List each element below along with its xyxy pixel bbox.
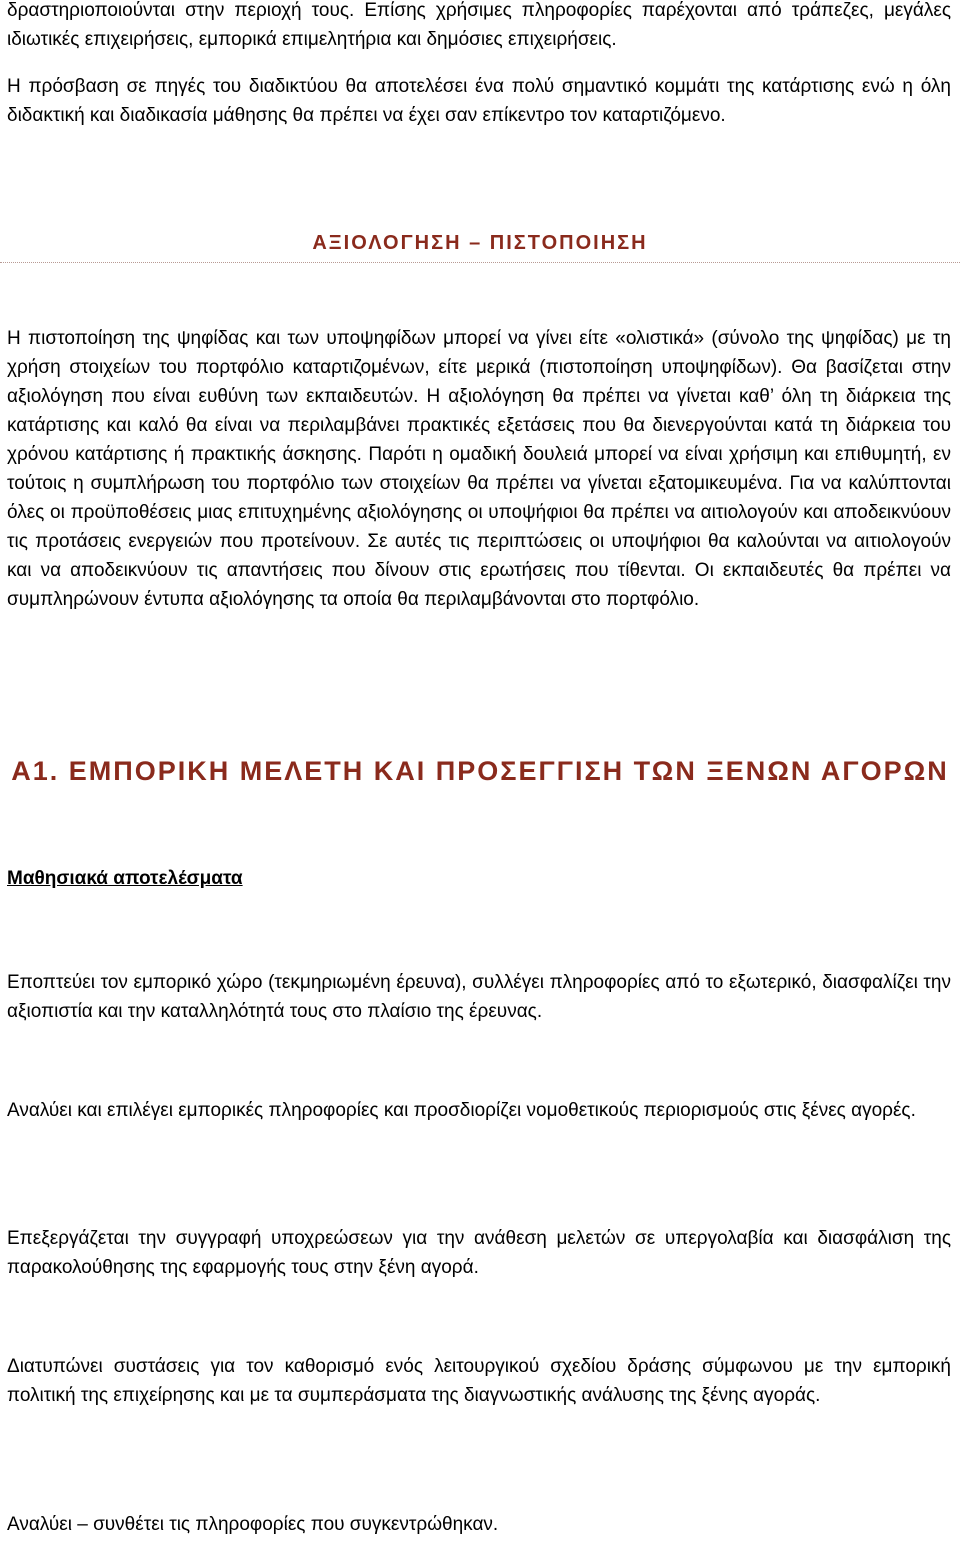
heading-divider <box>0 262 960 263</box>
learning-outcome-1: Εποπτεύει τον εμπορικό χώρο (τεκμηριωμένη έρευνα), συλλέγει πληροφορίες από το εξωτερικό, διασφαλίζει την αξιοπιστία και την καταλληλότητά τους στο πλαίσιο της έρευνας. <box>7 972 951 1022</box>
intro-paragraph-1: δραστηριοποιούνται στην περιοχή τους. Επίσης χρήσιμες πληροφορίες παρέχονται από τράπεζες, μεγάλες ιδιωτικές επιχειρήσεις, εμπορικά επιμελητήρια και δημόσιες επιχειρήσεις. <box>7 0 951 50</box>
learning-outcome-2: Αναλύει και επιλέγει εμπορικές πληροφορίες και προσδιορίζει νομοθετικούς περιορισμούς στις ξένες αγορές. <box>7 1100 916 1121</box>
learning-outcome-3: Επεξεργάζεται την συγγραφή υποχρεώσεων για την ανάθεση μελετών σε υπεργολαβία και διασφάλιση της παρακολούθησης της εφαρμογής τους στην ξένη αγορά. <box>7 1228 951 1278</box>
assessment-heading: ΑΞΙΟΛΟΓΗΣΗ – ΠΙΣΤΟΠΟΙΗΣΗ <box>312 232 648 254</box>
learning-outcome-5: Αναλύει – συνθέτει τις πληροφορίες που συγκεντρώθηκαν. <box>7 1514 499 1535</box>
intro-paragraph-2: Η πρόσβαση σε πηγές του διαδικτύου θα αποτελέσει ένα πολύ σημαντικό κομμάτι της κατάρτισης ενώ η όλη διδακτική και διαδικασία μάθησης θα πρέπει να έχει σαν επίκεντρο τον καταρτιζόμενο. <box>7 76 951 126</box>
assessment-body: Η πιστοποίηση της ψηφίδας και των υποψηφίδων μπορεί να γίνει είτε «ολιστικά» (σύνολο της ψηφίδας) με τη χρήση στοιχείων του πορτφόλιο καταρτιζομένων, είτε μερικά (πιστοποίηση υποψηφίδων). Θα βασίζεται στην αξιολόγηση που είναι ευθύνη των εκπαιδευτών. Η αξιολόγηση θα πρέπει να γίνεται καθ’ όλη τη διάρκεια της κατάρτισης και καλό θα είναι να περιλαμβάνει πρακτικές εξετάσεις που θα διενεργούνται κατά τη διάρκεια του χρόνου κατάρτισης ή πρακτικής άσκησης. Παρότι η ομαδική δουλειά μπορεί να είναι χρήσιμη και επιθυμητή, εν τούτοις η συμπλήρωση του πορτφόλιο των στοιχείων θα πρέπει να γίνεται εξατομικευμένα. Για να καλύπτονται όλες οι προϋποθέσεις μιας επιτυχημένης αξιολόγησης οι υποψήφιοι θα πρέπει να αιτιολογούν και αποδεικνύουν τις προτάσεις ενεργειών που προτείνουν. Σε αυτές τις περιπτώσεις οι υποψήφιοι θα καλούνται να αιτιολογούν και να αποδεικνύουν τις απαντήσεις που δίνουν στις ερωτήσεις που τίθενται. Οι εκπαιδευτές θα πρέπει να συμπληρώνουν έντυπα αξιολόγησης τα οποία θα περιλαμβάνονται στο πορτφόλιο. <box>7 328 951 610</box>
learning-outcomes-heading: Μαθησιακά αποτελέσματα <box>7 868 243 889</box>
module-heading: Α1. ΕΜΠΟΡΙΚΗ ΜΕΛΕΤΗ ΚΑΙ ΠΡΟΣΕΓΓΙΣΗ ΤΩΝ ΞΕΝΩΝ ΑΓΟΡΩΝ <box>11 756 949 786</box>
learning-outcome-4: Διατυπώνει συστάσεις για τον καθορισμό ενός λειτουργικού σχεδίου δράσης σύμφωνου με την εμπορική πολιτική της επιχείρησης και με τα συμπεράσματα της διαγνωστικής ανάλυσης της ξένης αγοράς. <box>7 1356 951 1406</box>
